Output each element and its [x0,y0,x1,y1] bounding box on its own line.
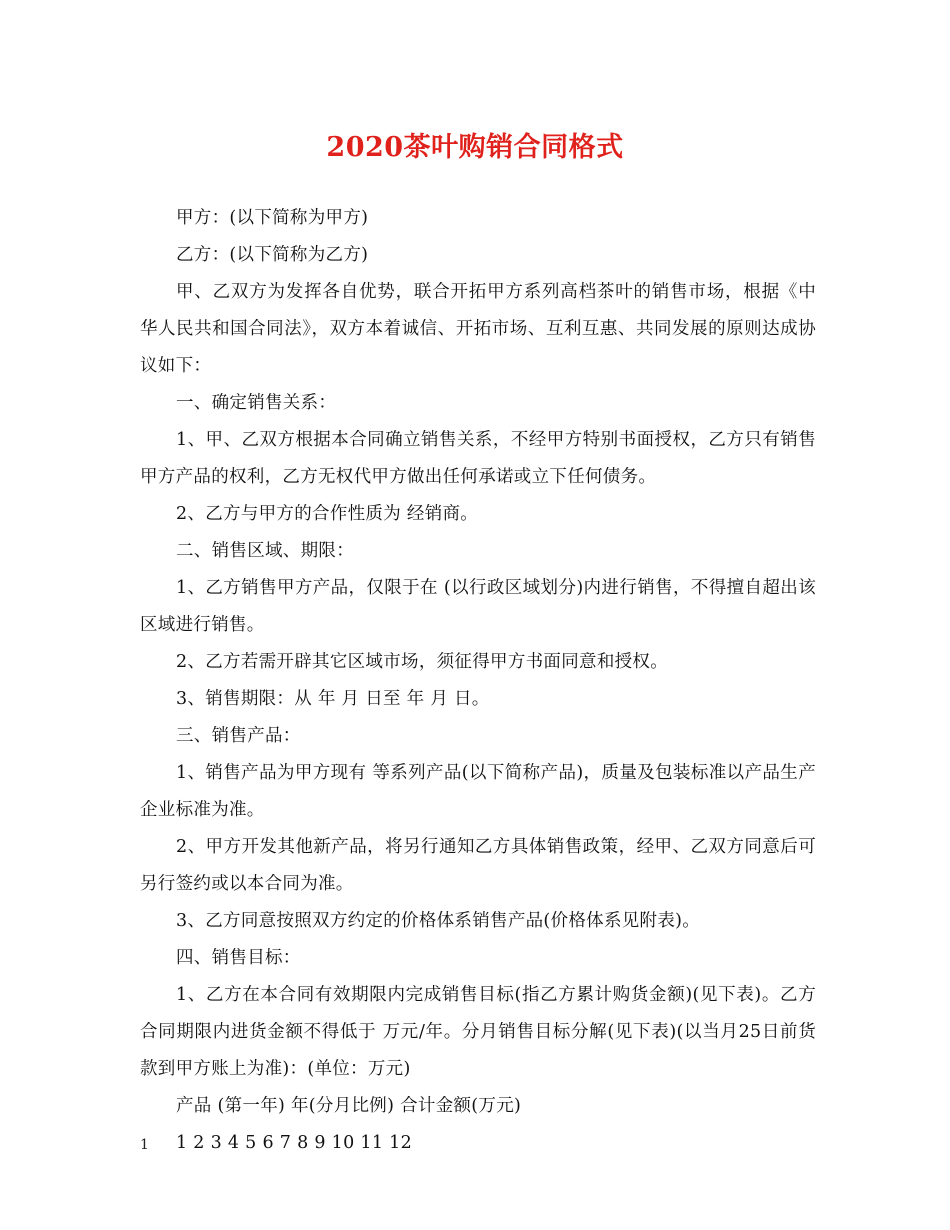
clause-1-1: 1、甲、乙双方根据本合同确立销售关系，不经甲方特别书面授权，乙方只有销售甲方产品的权利，乙方无权代甲方做出任何承诺或立下任何债务。 [140,430,816,487]
clause-2-1: 1、乙方销售甲方产品，仅限于在 (以行政区域划分)内进行销售，不得擅自超出该区域进行销售。 [140,578,816,635]
table-month-line: 1 2 3 4 5 6 7 8 9 10 11 12 [176,1133,413,1153]
section-heading-2: 二、销售区域、期限： [176,541,354,561]
clause-3-1: 1、销售产品为甲方现有 等系列产品(以下简称产品)，质量及包装标准以产品生产企业标准为准。 [140,763,816,820]
preamble-paragraph: 甲、乙双方为发挥各自优势，联合开拓甲方系列高档茶叶的销售市场，根据《中华人民共和国合同法》，双方本着诚信、开拓市场、互利互惠、共同发展的原则达成协议如下： [140,282,816,376]
clause-4-1: 1、乙方在本合同有效期限内完成销售目标(指乙方累计购货金额)(见下表)。乙方合同期限内进货金额不得低于 万元/年。分月销售目标分解(见下表)(以当月25日前货款到甲方账上为准)：(单位：万元) [140,985,816,1079]
document-title: 2020茶叶购销合同格式 [326,132,624,163]
party-b-line: 乙方：(以下简称为乙方) [176,245,369,265]
clause-2-2: 2、乙方若需开辟其它区域市场，须征得甲方书面同意和授权。 [176,652,669,672]
document-body [140,200,816,1162]
section-heading-3: 三、销售产品： [176,726,301,746]
section-heading-4: 四、销售目标： [176,948,301,968]
clause-2-3: 3、销售期限：从 年 月 日至 年 月 日。 [176,689,490,709]
party-a-line: 甲方：(以下简称为甲方) [176,208,369,228]
clause-3-3: 3、乙方同意按照双方约定的价格体系销售产品(价格体系见附表)。 [176,911,701,931]
clause-1-2: 2、乙方与甲方的合作性质为 经销商。 [176,504,479,524]
page-number: 1 [140,1137,149,1153]
clause-3-2: 2、甲方开发其他新产品，将另行通知乙方具体销售政策，经甲、乙双方同意后可另行签约或以本合同为准。 [140,837,816,894]
table-header-line: 产品 (第一年) 年(分月比例) 合计金额(万元) [176,1096,522,1116]
section-heading-1: 一、确定销售关系： [176,393,337,413]
